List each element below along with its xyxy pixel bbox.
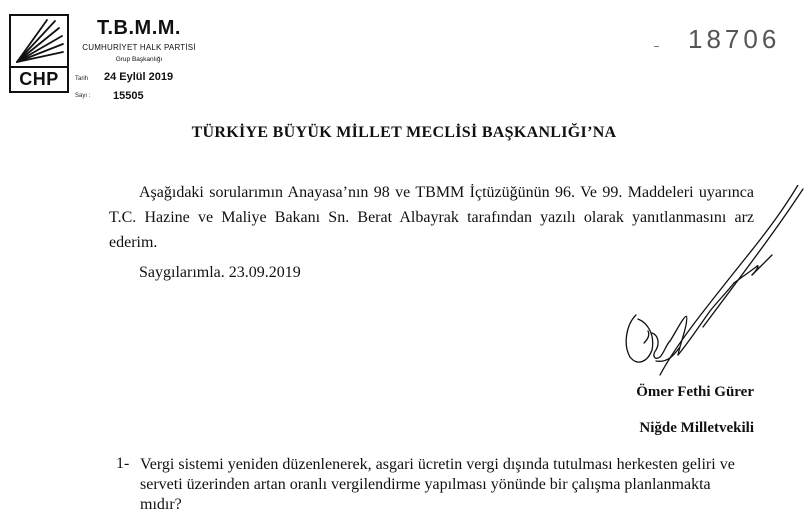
- org-title: T.B.M.M.: [97, 17, 181, 39]
- date-label: Tarih: [75, 76, 89, 82]
- regards-line: Saygılarımla. 23.09.2019: [139, 264, 301, 281]
- stamp-dash: [654, 46, 659, 47]
- incoming-stamp-number: 18706: [688, 24, 781, 54]
- body-paragraph: Aşağıdaki sorularımın Anayasa’nın 98 ve TBMM İçtüzüğünün 96. Ve 99. Maddeleri uyarınca T.C. Hazine ve Maliye Bakanı Sn. Berat Albayrak tarafından yazılı olarak yanıtlanmasını arz ederim.: [109, 184, 754, 251]
- party-name: CUMHURİYET HALK PARTİSİ: [82, 43, 196, 52]
- number-label: Sayı :: [75, 93, 91, 99]
- logo-text: CHP: [9, 68, 69, 93]
- document-heading: TÜRKİYE BÜYÜK MİLLET MECLİSİ BAŞKANLIĞI’NA: [191, 124, 617, 141]
- party-logo: [9, 14, 69, 68]
- number-value: 15505: [113, 90, 144, 102]
- date-value: 24 Eylül 2019: [104, 71, 174, 83]
- question-number: 1-: [116, 455, 130, 472]
- torch-rays-icon: [11, 16, 67, 66]
- question-text: Vergi sistemi yeniden düzenlenerek, asgari ücretin vergi dışında tutulması herkesten geliri ve serveti üzerinden artan oranlı vergilendirme yapılması yönünde bir çalışma planlanmakta mıdır?: [140, 456, 735, 513]
- signatory-name: Ömer Fethi Gürer: [636, 384, 754, 400]
- signatory-title: Niğde Milletvekili: [639, 420, 754, 436]
- group-name: Grup Başkanlığı: [115, 56, 163, 63]
